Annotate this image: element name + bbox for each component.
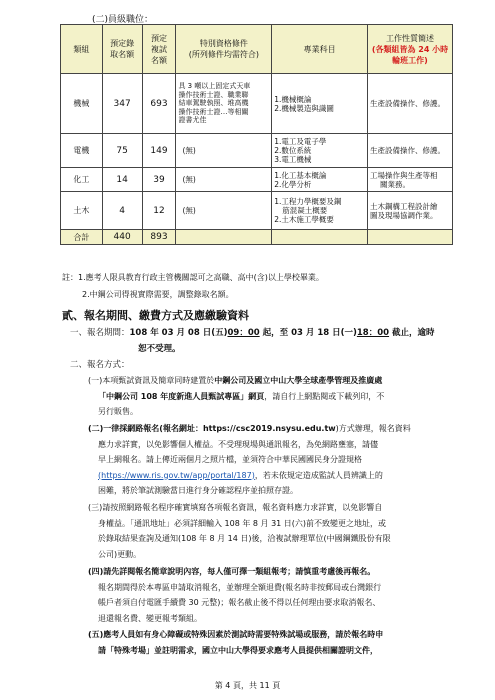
p2-line4: ，若未依規定造成監試人員辨識上的 [254,470,383,480]
subject-line: 1.機械概論 [274,94,312,104]
row-review: 12 [142,192,176,230]
item1-continuation: 恕不受理。 [138,344,181,354]
row-review: 693 [142,74,176,134]
item1-deadline-note: 截止，逾時 [389,328,435,338]
header-review-line2: 複試 [151,44,168,54]
p3-line3: 於錄取結果查詢及通知(108 年 8 月 14 日)後，洽複試辦理單位(中國鋼鐵股份有限 [98,534,391,543]
header-quota-line2: 取名額 [110,50,135,59]
subject-line: 2.化學分析 [274,179,312,189]
p4-line1: (四)請先詳閱報名簡章說明內容，每人僅可擇一類組報考；請慎重考慮後再報名。 [88,567,376,576]
row-category: 電機 [61,134,103,168]
subject-line: 2.數位系統 [274,146,312,155]
qual-line: 操作技術士證…等相關 [178,107,249,116]
p5-line1: (五)應考人員如有身心障礙或特殊因素於測試時需要特殊試場或服務，請於報名時申 [88,630,384,639]
row-review: 149 [142,134,176,168]
row-work [368,74,453,134]
header-work-line3: 輪班工作) [392,55,428,65]
row-work [368,192,453,230]
item1-date-start: 108 年 03 月 08 日(五) [129,328,228,338]
total-label: 合計 [61,230,103,245]
header-work-line1: 工作性質簡述 [386,33,434,43]
row-work [368,134,453,168]
row-category: 土木 [61,192,103,230]
paragraph-5 [88,627,458,658]
total-empty-cell [176,230,272,245]
p4-line4: 退還報名費、變更報考類組。 [98,613,202,623]
p1-text-3: 另行販售。 [98,407,138,416]
note-1: 註：1.應考人限具教育行政主管機關認可之高職、高中(含)以上學校畢業。 [62,273,324,282]
work-line: 關業務。 [380,179,410,189]
qual-line: (無) [182,206,196,215]
qual-line: 證書尤佳 [178,116,207,125]
subject-line: 3.電工機械 [274,155,312,164]
paragraph-4 [88,564,458,626]
item1-time-end: 18：00 [356,328,390,338]
qual-line: 操作技術士證、職業聯 [178,90,249,99]
p1-text: (一)本項甄試資訊及簡章同時建置於 [88,376,215,385]
row-quota: 75 [102,134,142,168]
qual-line: (無) [182,175,196,184]
notes [62,269,324,303]
note-2: 2.中鋼公司得視實際需要，調整錄取名額。 [82,290,234,299]
subject-line: 2.土木施工學概要 [274,215,334,224]
item1-date-end: 起，至 03 月 18 日(一) [259,328,357,338]
id-spec-link[interactable]: (https://www.ris.gov.tw/app/portal/187) [98,470,255,480]
p1-bold-org: 中鋼公司及國立中山大學全球產學管理及推廣處 [214,376,383,385]
p5-line2: 請「特殊考場」並註明需求，國立中山大學得要求應考人員提供相關證明文件， [98,645,378,655]
table-row [61,168,453,192]
header-quota [102,25,142,74]
row-quota: 14 [102,168,142,192]
row-quota: 347 [102,74,142,134]
total-empty-cell [272,230,368,245]
table-total-row [61,230,453,245]
qual-line: (無) [182,146,196,155]
row-qualification [176,74,272,134]
subject-line: 筋混凝土概要 [282,206,328,215]
table-row [61,74,453,134]
row-qualification [176,134,272,168]
p1-text-2: ，請自行上網點閱或下載列印，不 [264,391,385,401]
item1-prefix: 一、報名期間： [70,328,130,338]
row-category: 機械 [61,74,103,134]
work-line: 土木鋼構工程設計繪 [370,201,438,211]
total-quota: 440 [102,230,142,245]
row-subjects [272,134,368,168]
work-line: 生產設備操作、修護。 [370,99,445,108]
page-footer: 第 4 頁，共 11 頁 [214,681,281,690]
header-qual-line2: (所列條件均需符合) [188,50,259,59]
qual-line: 具 3 噸以上固定式天車 [178,82,251,91]
qual-line: 結車駕駛執照、堆高機 [178,99,249,108]
p3-line1: (三)請按照網路報名程序確實填寫各項報名資訊，報名資料應力求詳實，以免影響自 [88,503,383,512]
subject-line: 2.機械製造與識圖 [274,103,334,113]
paragraph-3 [88,500,458,562]
table-header-row [61,25,453,74]
subject-line: 1.電工及電子學 [274,137,327,146]
header-review-line3: 名額 [151,55,168,65]
p1-bold-zone: 「中鋼公司 108 年度新進人員甄試專區」網頁 [98,391,265,401]
row-subjects [272,192,368,230]
p3-line2: 身權益。「通訊地址」必須詳細輸入 108 年 8 月 31 日(六)前不致變更之地址，或 [98,518,387,528]
work-line: 圖及現場協調作業。 [370,210,438,220]
p2-line3: 早上網報名。請上傳近兩個月之照片檔，並須符合中華民國國民身分證規格 [98,455,362,464]
header-review [142,25,176,74]
header-quota-line1: 預定錄 [110,39,135,48]
item1-time-start: 09：00 [227,328,260,338]
row-review: 39 [142,168,176,192]
p2-line2: 應力求詳實，以免影響個人權益。不受理現場與通訊報名，為免網路壅塞，請儘 [98,439,378,449]
p2-bold: (二)一律採網路報名(報名網址： [88,424,203,433]
row-qualification [176,192,272,230]
row-quota: 4 [102,192,142,230]
row-work [368,168,453,192]
total-review: 893 [142,230,176,245]
paragraph-1 [88,373,458,420]
total-empty-cell [368,230,453,245]
row-qualification [176,168,272,192]
p3-line4: 公司)更動。 [98,549,142,559]
section-label: (二)員級職位： [92,15,154,25]
subject-line: 1.化工基本概論 [274,170,327,180]
header-qualification [176,25,272,74]
table-row [61,134,453,168]
table-row [61,192,453,230]
subject-line: 1.工程力學概要及鋼 [274,197,342,206]
row-category: 化工 [61,168,103,192]
header-qual-line1: 特別資格條件 [199,39,248,48]
work-line: 工場操作與生產等相 [370,170,438,180]
section-heading: 貳、報名期間、繳費方式及應繳驗資料 [62,309,249,322]
header-review-line1: 預定 [151,33,168,43]
position-table [60,24,453,245]
p4-line2: 報名期間得於本專區申請取消報名，並辦理全額退費(報名時非按郵局或台灣銀行 [98,582,382,592]
paragraph-2 [88,421,458,499]
item-registration-method: 二、報名方式： [70,360,130,370]
header-work-line2: (各類組皆為 24 小時 [371,44,449,54]
header-subjects: 專業科目 [272,25,368,74]
work-line: 生產設備操作、修護。 [370,146,445,155]
header-category: 類組 [61,25,103,74]
row-subjects [272,74,368,134]
item-registration-period [70,325,435,341]
registration-url[interactable]: https://csc2019.nsysu.edu.tw [202,424,336,433]
p2-text: )方式辦理，報名資料 [335,424,411,433]
header-work [368,25,453,74]
table-body [61,74,453,245]
p2-line5: 困難，將於筆試測驗當日進行身分確認程序並拍照存證。 [98,486,298,495]
row-subjects [272,168,368,192]
p4-line3: 帳戶者須自付電匯手續費 30 元整)；報名截止後不得以任何理由要求取消報名、 [98,598,381,607]
